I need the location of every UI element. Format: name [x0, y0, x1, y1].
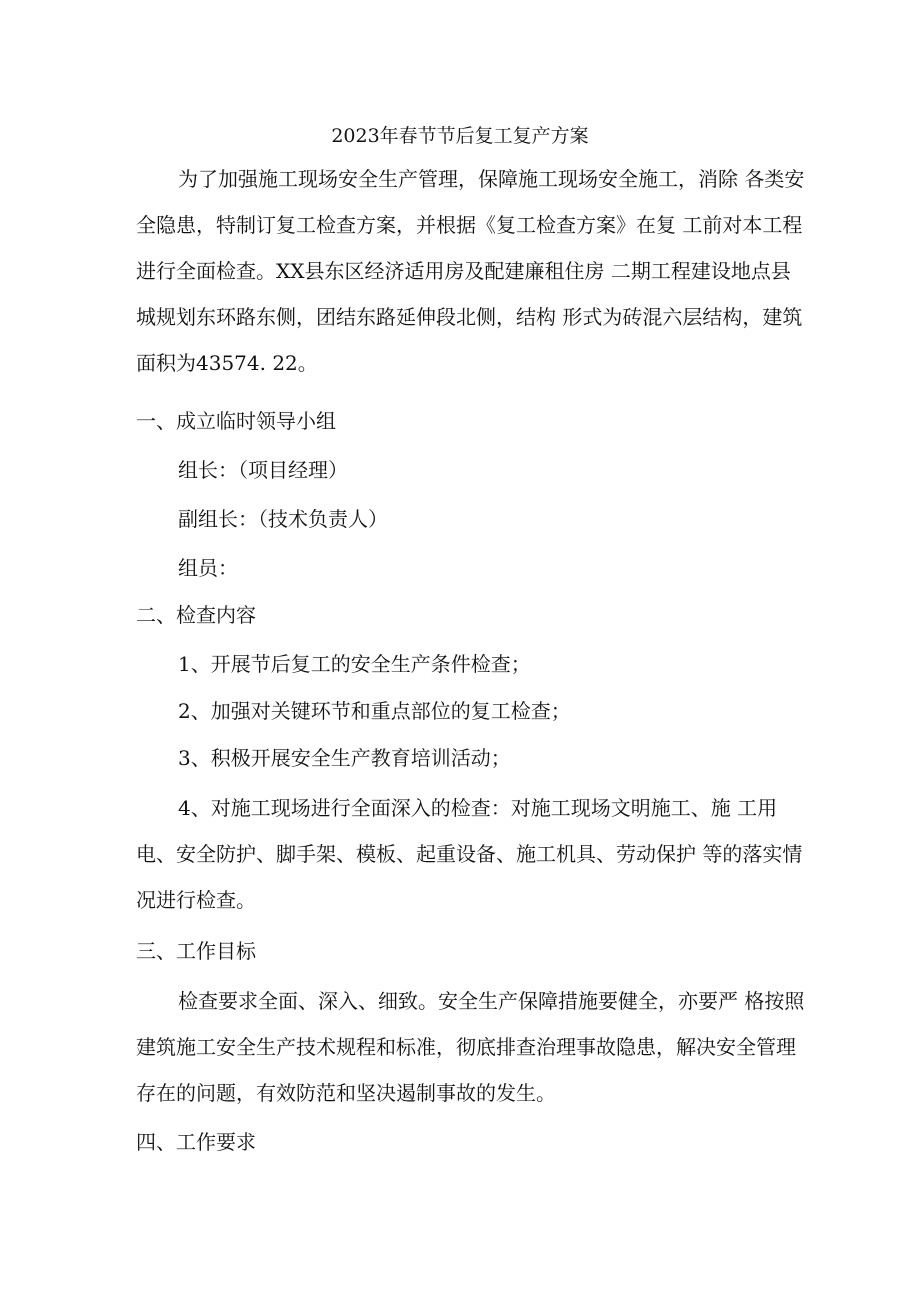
section3-body: 检查要求全面、深入、细致。安全生产保障措施要健全，亦要严 格按照建筑施工安全生产技术规程和标准，彻底排查治理事故隐患，解决安全管理存在的问题，有效防范和坚决遏制事故的发生。 — [136, 989, 805, 1105]
members-line: 组员： — [178, 556, 238, 580]
check-item-2: 2、加强对关键环节和重点部位的复工检查； — [178, 699, 571, 723]
check-item-4: 4、对施工现场进行全面深入的检查：对施工现场文明施工、施 工用电、安全防护、脚手架、模板、起重设备、施工机具、劳动保护 等的落实情况进行检查。 — [136, 796, 803, 912]
deputy-line: 副组长：（技术负责人） — [178, 507, 388, 531]
section4-heading: 四、工作要求 — [136, 1130, 256, 1154]
check-item-3: 3、积极开展安全生产教育培训活动； — [178, 746, 511, 770]
check-item-1: 1、开展节后复工的安全生产条件检查； — [178, 652, 531, 676]
section3-heading: 三、工作目标 — [136, 939, 256, 963]
leader-line: 组长：（项目经理） — [178, 458, 348, 482]
section2-heading: 二、检查内容 — [136, 603, 256, 627]
intro-paragraph: 为了加强施工现场安全生产管理，保障施工现场安全施工，消除 各类安全隐患，特制订复工检查方案，并根据《复工检查方案》在复 工前对本工程进行全面检查。XX县东区经济适用房及配建廉租住房 二期工程建设地点县城规划东环路东侧，团结东路延伸段北侧，结构 形式为砖混六层结构，建筑面积为43574. 22。 — [136, 167, 805, 375]
section1-heading: 一、成立临时领导小组 — [136, 409, 336, 433]
document-title: 2023年春节节后复工复产方案 — [331, 125, 589, 147]
